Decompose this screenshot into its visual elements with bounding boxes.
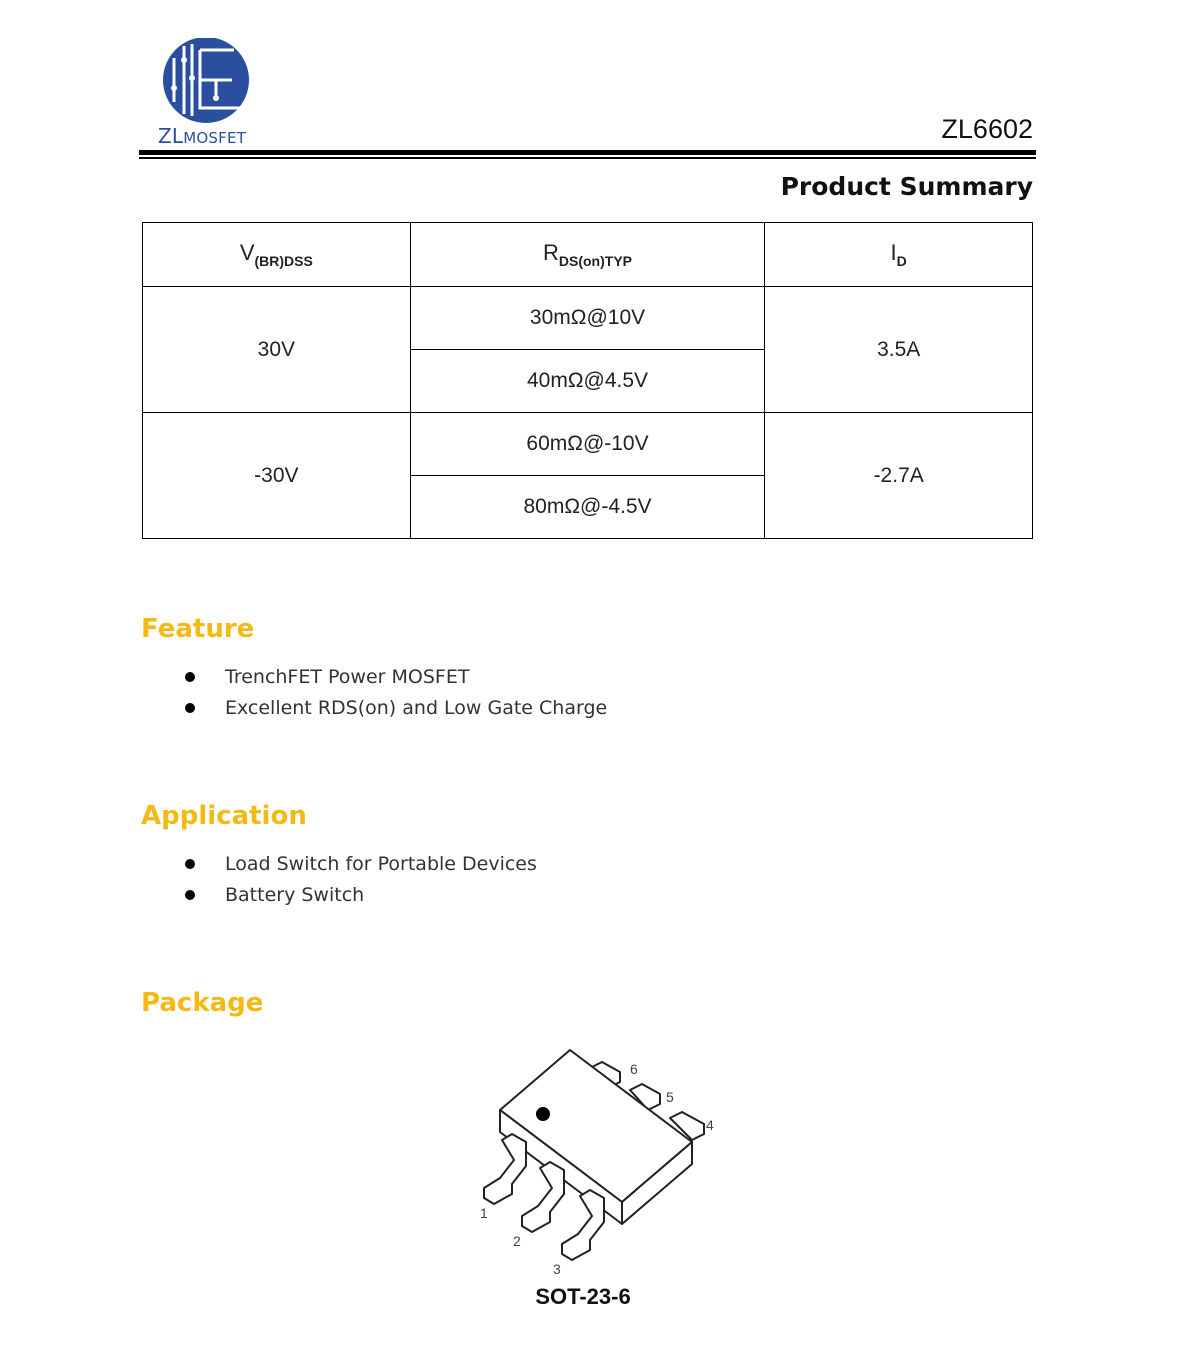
pin-label: 3 [553,1261,561,1277]
column-header-main: V [239,240,255,265]
feature-heading: Feature [141,614,255,644]
id-cell: -2.7A [765,413,1033,539]
list-item-text: Battery Switch [225,884,365,906]
pin-label: 1 [480,1205,488,1221]
list-item-text: Load Switch for Portable Devices [225,853,537,875]
logo-small-text: MOSFET [183,129,246,147]
list-item [185,853,537,884]
product-summary-title: Product Summary [780,172,1033,201]
rds-cell: 40mΩ@4.5V [410,350,765,413]
package-heading: Package [141,988,264,1018]
bullet-icon [185,672,195,682]
sot-23-6-package-drawing [470,1040,730,1280]
rds-cell: 30mΩ@10V [410,287,765,350]
column-header-sub: DS(on)TYP [558,253,632,269]
column-header-rds [410,223,765,287]
table-header-row [143,223,1033,287]
column-header-sub: D [896,253,907,269]
bullet-icon [185,703,195,713]
rds-cell: 60mΩ@-10V [410,413,765,476]
header-rule-thin [139,157,1036,159]
package-name: SOT-23-6 [535,1284,631,1309]
list-item [185,884,537,915]
table-row [143,287,1033,350]
pin-label: 5 [666,1089,674,1105]
pin-label: 4 [706,1117,714,1133]
list-item [185,697,607,728]
rds-cell: 80mΩ@-4.5V [410,476,765,539]
part-number: ZL6602 [941,114,1033,144]
pin-label: 6 [630,1061,638,1077]
logo-main-text: ZL [158,124,184,148]
column-header-sub: (BR)DSS [254,253,313,269]
column-header-vds [143,223,411,287]
product-summary-table [142,222,1033,539]
column-header-id [765,223,1033,287]
id-cell: 3.5A [765,287,1033,413]
pin-label: 2 [513,1233,521,1249]
table-row [143,413,1033,476]
application-heading: Application [141,801,307,831]
application-list [185,853,537,915]
list-item [185,666,607,697]
column-header-main: I [890,240,897,265]
vds-cell: 30V [143,287,411,413]
vds-cell: -30V [143,413,411,539]
bullet-icon [185,859,195,869]
list-item-text: Excellent RDS(on) and Low Gate Charge [225,697,608,719]
feature-list [185,666,607,728]
logo-wordmark [158,124,246,148]
header-rule-thick [139,150,1036,155]
bullet-icon [185,890,195,900]
list-item-text: TrenchFET Power MOSFET [225,666,470,688]
column-header-main: R [543,240,559,265]
pin1-marker [536,1107,550,1121]
